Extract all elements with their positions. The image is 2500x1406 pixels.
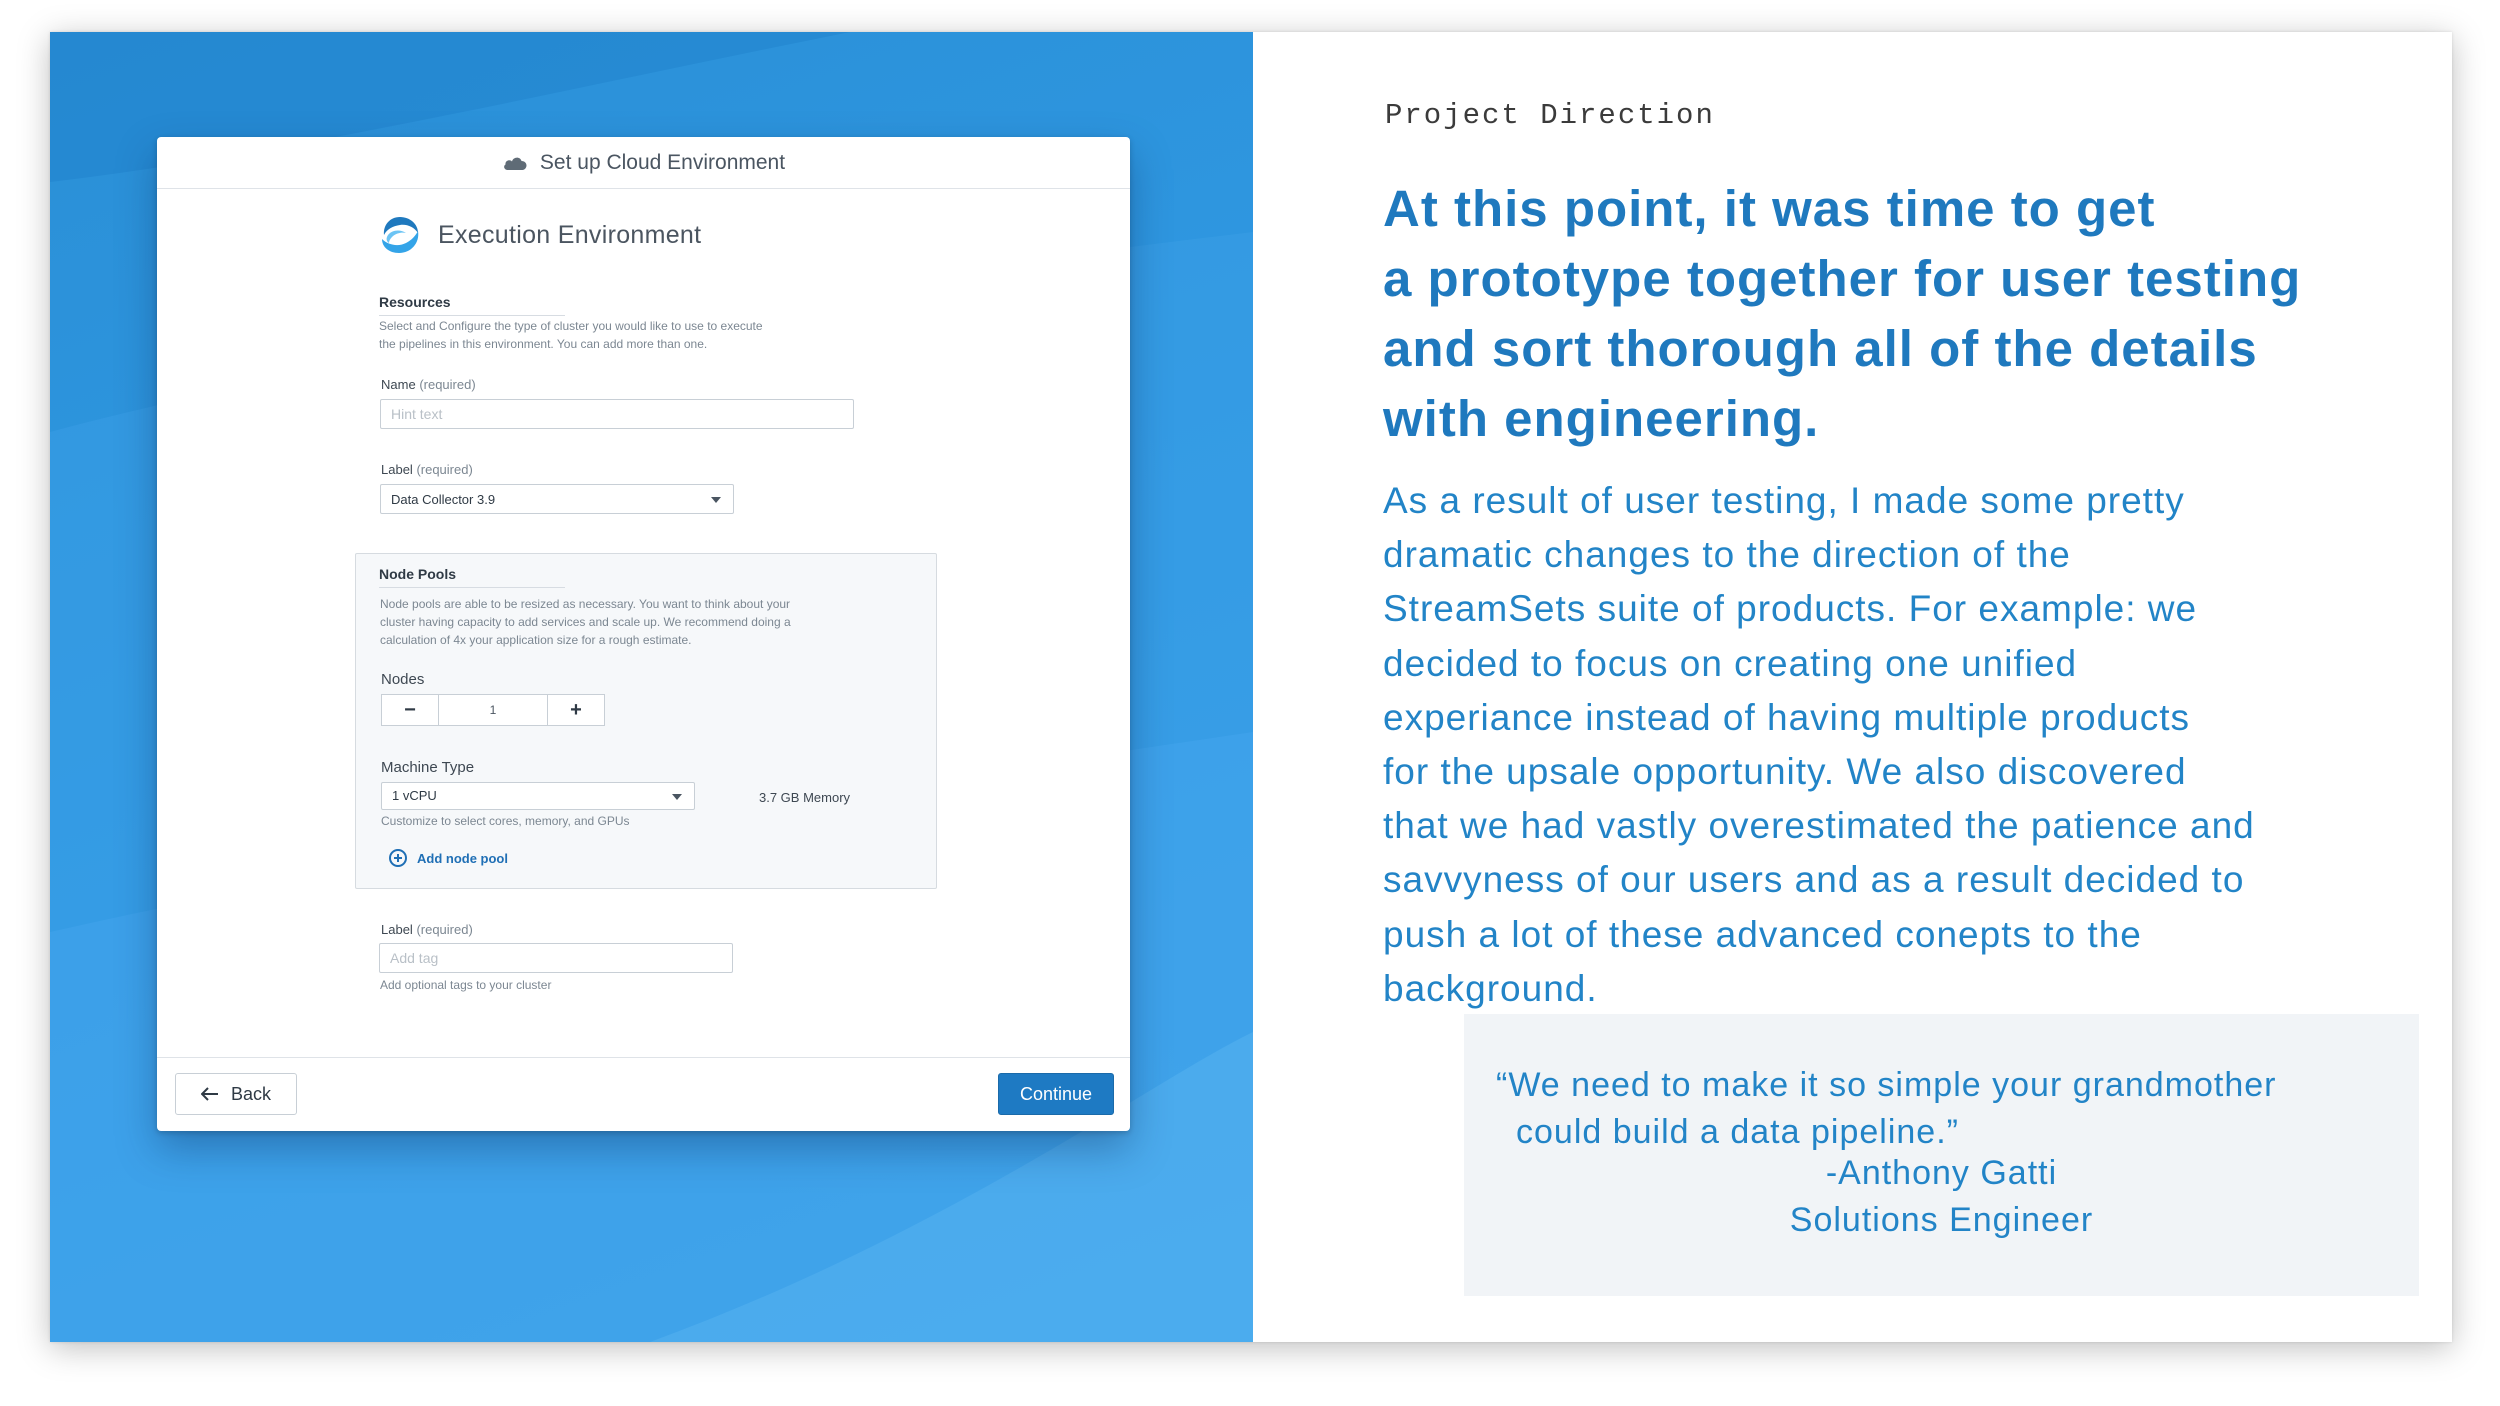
headline: [1383, 174, 2403, 454]
required-marker: (required): [416, 922, 473, 937]
add-node-pool-button[interactable]: [389, 849, 508, 867]
name-input[interactable]: [380, 399, 854, 429]
node-pools-divider: [379, 587, 565, 588]
arrow-left-icon: [201, 1087, 219, 1101]
caret-down-icon: [672, 794, 682, 800]
body-line: dramatic changes to the direction of the: [1383, 534, 2071, 576]
node-pools-help-line: calculation of 4x your application size for a rough estimate.: [380, 633, 692, 647]
memory-readout: 3.7 GB Memory: [759, 790, 851, 805]
body-line: for the upsale opportunity. We also discovered: [1383, 751, 2187, 793]
nodes-stepper: [381, 694, 605, 726]
tag-placeholder: Add tag: [390, 950, 439, 966]
continue-button[interactable]: Continue: [998, 1073, 1114, 1115]
resources-help-line: the pipelines in this environment. You can add more than one.: [379, 337, 708, 351]
body-line: decided to focus on creating one unified: [1383, 642, 2078, 684]
environment-heading: [378, 215, 701, 255]
section-kicker: Project Direction: [1385, 99, 1715, 132]
headline-line: At this point, it was time to get: [1383, 180, 2156, 237]
slide: [50, 32, 2452, 1342]
body-line: background.: [1383, 967, 1598, 1009]
required-marker: (required): [419, 377, 476, 392]
nodes-value[interactable]: 1: [438, 695, 548, 725]
name-placeholder: Hint text: [391, 406, 443, 422]
headline-line: and sort thorough all of the details: [1383, 320, 2258, 377]
name-label: [381, 377, 476, 392]
quote-box: [1464, 1014, 2419, 1296]
name-label-text: Name: [381, 377, 416, 392]
streamsets-logo-icon: [378, 215, 422, 255]
tag-help: Add optional tags to your cluster: [380, 978, 552, 992]
quote: [1496, 1062, 2396, 1155]
quote-author-title: Solutions Engineer: [1789, 1201, 2094, 1239]
resources-divider: [379, 315, 565, 316]
label-select-value: Data Collector 3.9: [391, 492, 496, 507]
increment-button[interactable]: +: [570, 698, 582, 721]
back-button[interactable]: [175, 1073, 297, 1115]
caret-down-icon: [711, 497, 721, 503]
tag-label-text: Label: [381, 922, 413, 937]
tag-input[interactable]: [379, 943, 733, 973]
setup-dialog: [157, 137, 1130, 1131]
body-line: push a lot of these advanced conepts to the: [1383, 913, 2142, 955]
quote-author: -Anthony Gatti: [1825, 1154, 2058, 1192]
node-pools-label: Node Pools: [379, 566, 457, 582]
nodes-label: Nodes: [381, 671, 425, 688]
blue-panel: [50, 32, 1253, 1342]
body-line: experiance instead of having multiple products: [1383, 696, 2191, 738]
environment-title: Execution Environment: [438, 220, 702, 249]
body-line: StreamSets suite of products. For example: we: [1383, 588, 2198, 630]
body-line: that we had vastly overestimated the patience and: [1383, 805, 2255, 847]
body-paragraph: [1383, 474, 2343, 1016]
label-label-text: Label: [381, 462, 413, 477]
dialog-header: [157, 137, 1130, 189]
label-select[interactable]: [380, 484, 734, 514]
tag-label: [381, 922, 473, 937]
machine-type-value: 1 vCPU: [392, 788, 437, 803]
node-pools-panel: [355, 553, 937, 889]
add-node-pool-label: Add node pool: [417, 850, 508, 866]
node-pools-help-line: Node pools are able to be resized as necessary. You want to think about your: [380, 597, 791, 611]
machine-type-label: Machine Type: [381, 759, 475, 776]
required-marker: (required): [416, 462, 473, 477]
body-line: savvyness of our users and as a result decided to: [1383, 859, 2245, 901]
dialog-footer: [157, 1057, 1130, 1131]
body-line: As a result of user testing, I made some pretty: [1383, 480, 2185, 521]
dialog-title: Set up Cloud Environment: [539, 150, 786, 174]
resources-help-line: Select and Configure the type of cluster you would like to use to execute: [379, 319, 763, 333]
resources-label: Resources: [379, 294, 451, 310]
node-pools-help: [380, 595, 791, 649]
resources-help: [379, 317, 763, 353]
cloud-icon: [502, 155, 528, 171]
back-label: Back: [230, 1083, 272, 1104]
headline-line: a prototype together for user testing: [1383, 250, 2302, 307]
node-pools-help-line: cluster having capacity to add services and scale up. We recommend doing a: [380, 615, 791, 629]
quote-line: could build a data pipeline.”: [1516, 1112, 1959, 1151]
decrement-button[interactable]: −: [404, 698, 416, 721]
quote-line: “We need to make it so simple your grandmother: [1496, 1066, 2277, 1104]
label-label: [381, 462, 473, 477]
machine-type-select[interactable]: [381, 782, 695, 810]
headline-line: with engineering.: [1383, 390, 1820, 447]
machine-type-help: Customize to select cores, memory, and GPUs: [381, 814, 630, 828]
add-circle-icon: [389, 849, 407, 867]
